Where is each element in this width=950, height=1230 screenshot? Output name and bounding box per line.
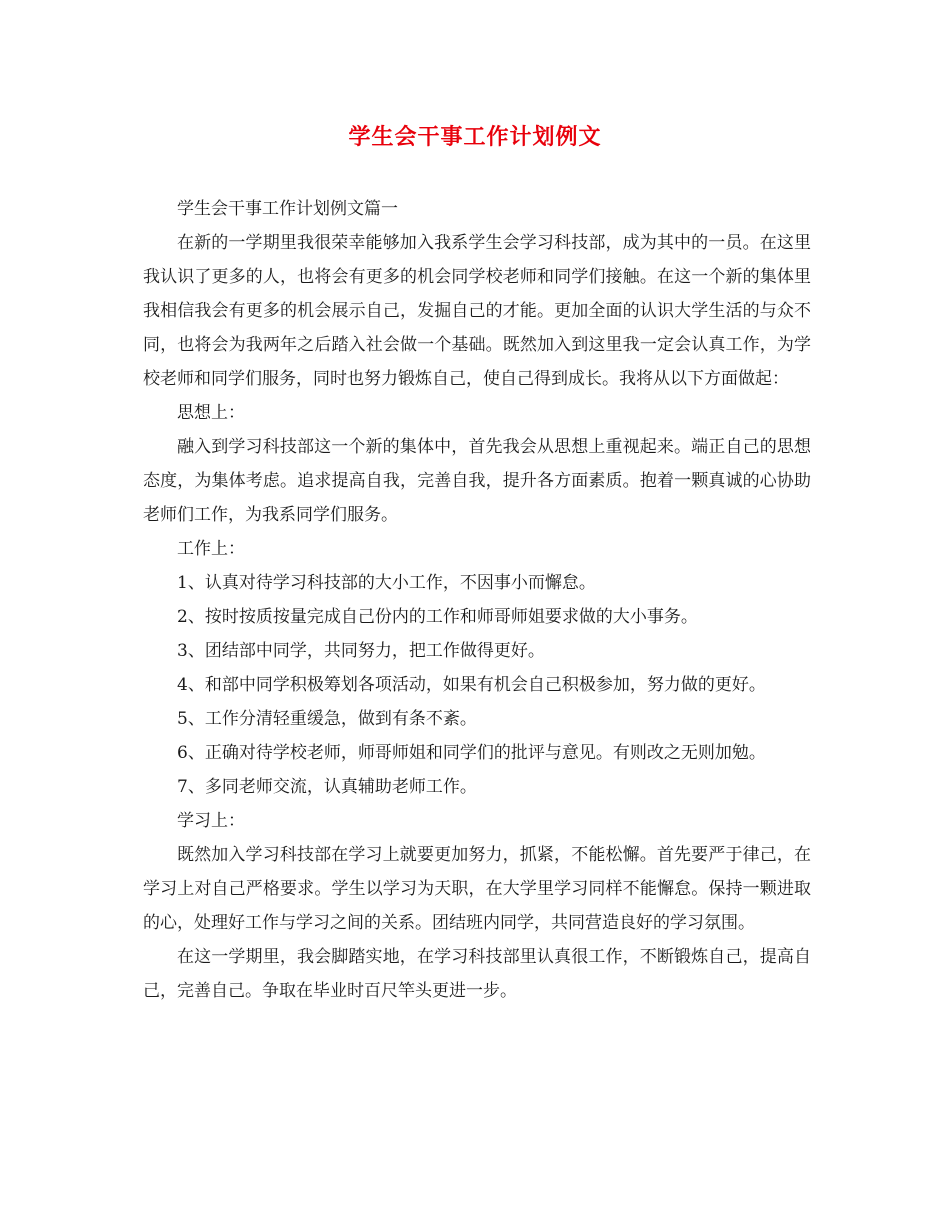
- closing-paragraph: 在这一学期里，我会脚踏实地，在学习科技部里认真很工作，不断锻炼自己，提高自己，完善自己。争取在毕业时百尺竿头更进一步。: [143, 947, 811, 1001]
- heading-study: 学习上：: [177, 811, 245, 831]
- document-body: [143, 192, 811, 1008]
- intro-paragraph: 在新的一学期里我很荣幸能够加入我系学生会学习科技部，成为其中的一员。在这里我认识了更多的人，也将会有更多的机会同学校老师和同学们接触。在这一个新的集体里我相信我会有更多的机会展示自己，发掘自己的才能。更加全面的认识大学生活的与众不同，也将会为我两年之后踏入社会做一个基础。既然加入到这里我一定会认真工作，为学校老师和同学们服务，同时也努力锻炼自己，使自己得到成长。我将从以下方面做起：: [143, 233, 811, 389]
- document-title: 学生会干事工作计划例文: [348, 124, 602, 150]
- work-item-2: 2、按时按质按量完成自己份内的工作和师哥师姐要求做的大小事务。: [177, 607, 698, 627]
- work-item-1: 1、认真对待学习科技部的大小工作，不因事小而懈怠。: [177, 573, 596, 593]
- section-heading-part-one: 学生会干事工作计划例文篇一: [177, 199, 398, 219]
- work-item-4: 4、和部中同学积极筹划各项活动，如果有机会自己积极参加，努力做的更好。: [177, 675, 766, 695]
- heading-work: 工作上：: [177, 539, 245, 559]
- work-item-6: 6、正确对待学校老师，师哥师姐和同学们的批评与意见。有则改之无则加勉。: [177, 743, 766, 763]
- heading-thought: 思想上：: [177, 403, 245, 423]
- work-item-7: 7、多同老师交流，认真辅助老师工作。: [177, 777, 477, 797]
- study-paragraph: 既然加入学习科技部在学习上就要更加努力，抓紧，不能松懈。首先要严于律己，在学习上对自己严格要求。学生以学习为天职，在大学里学习同样不能懈怠。保持一颗进取的心，处理好工作与学习之间的关系。团结班内同学，共同营造良好的学习氛围。: [143, 845, 811, 933]
- work-item-5: 5、工作分清轻重缓急，做到有条不紊。: [177, 709, 477, 729]
- thought-paragraph: 融入到学习科技部这一个新的集体中，首先我会从思想上重视起来。端正自己的思想态度，为集体考虑。追求提高自我，完善自我，提升各方面素质。抱着一颗真诚的心协助老师们工作，为我系同学们服务。: [143, 437, 811, 525]
- work-item-3: 3、团结部中同学，共同努力，把工作做得更好。: [177, 641, 545, 661]
